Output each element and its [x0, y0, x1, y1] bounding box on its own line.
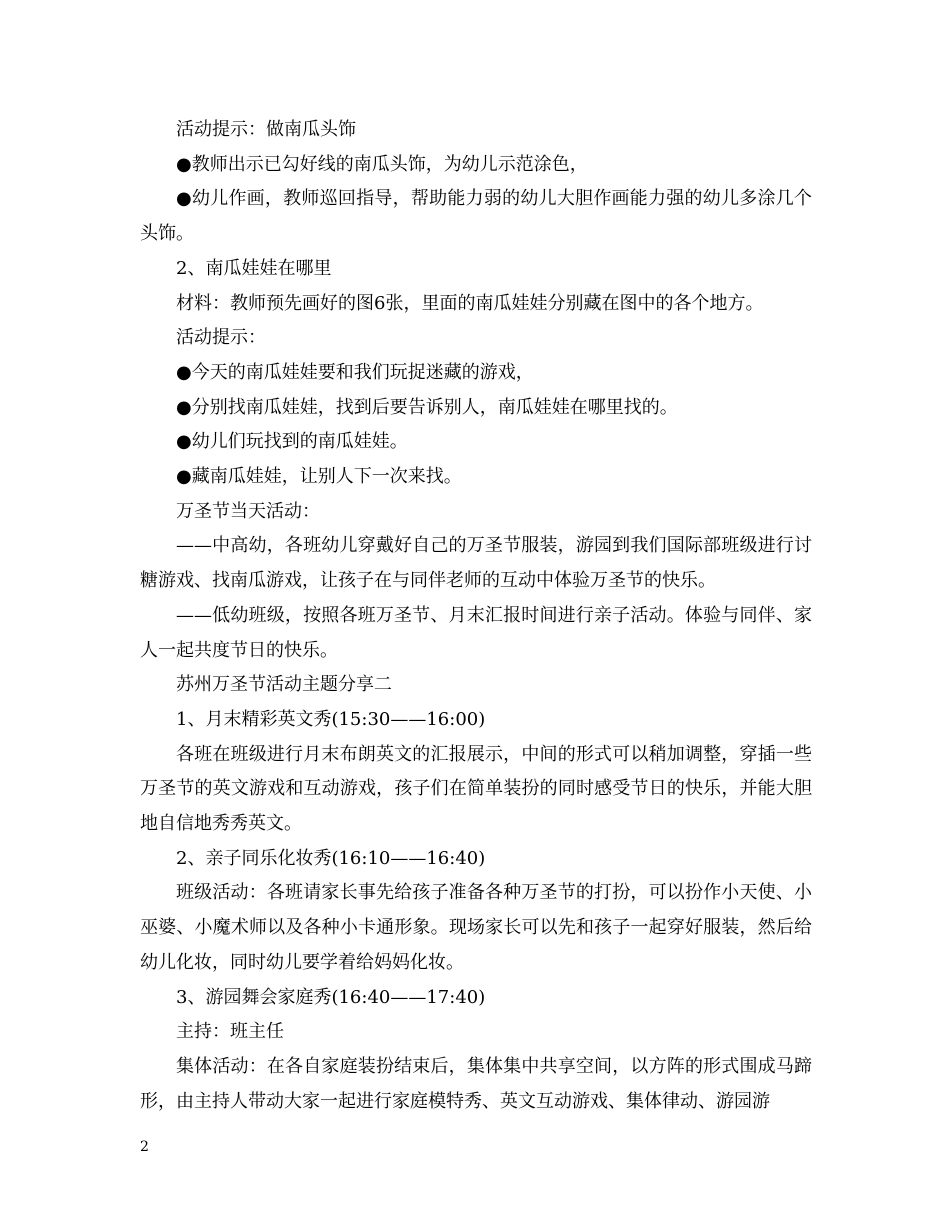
paragraph-teacher-demo: ●教师出示已勾好线的南瓜头饰，为幼儿示范涂色， — [176, 153, 588, 175]
paragraph-english-show-details: 各班在班级进行月末布朗英文的汇报展示，中间的形式可以稍加调整，穿插一些万圣节的英文游戏和互动游戏，孩子们在简单装扮的同时感受节日的快乐，并能大胆地自信地秀秀英文。 — [140, 743, 812, 835]
paragraph-activity-tip-headwear: 活动提示：做南瓜头饰 — [176, 119, 356, 140]
heading-english-show: 1、月末精彩英文秀(15:30——16:00) — [176, 708, 486, 730]
paragraph-find-doll: ●分别找南瓜娃娃，找到后要告诉别人，南瓜娃娃在哪里找的。 — [176, 396, 678, 418]
heading-halloween-day-activity: 万圣节当天活动： — [176, 500, 320, 522]
paragraph-senior-classes: ——中高幼，各班幼儿穿戴好自己的万圣节服装，游园到我们国际部班级进行讨糖游戏、找南瓜游戏，让孩子在与同伴老师的互动中体验万圣节的快乐。 — [140, 535, 812, 592]
paragraph-hide-doll: ●藏南瓜娃娃，让别人下一次来找。 — [176, 466, 462, 488]
paragraph-host: 主持：班主任 — [176, 1021, 284, 1043]
heading-makeup-show: 2、亲子同乐化妆秀(16:10——16:40) — [176, 847, 486, 869]
paragraph-junior-classes: ——低幼班级，按照各班万圣节、月末汇报时间进行亲子活动。体验与同伴、家人一起共度节日的快乐。 — [140, 604, 812, 661]
paragraph-materials: 材料：教师预先画好的图6张，里面的南瓜娃娃分别藏在图中的各个地方。 — [176, 292, 764, 314]
paragraph-children-drawing: ●幼儿作画，教师巡回指导，帮助能力弱的幼儿大胆作画能力强的幼儿多涂几个头饰。 — [140, 188, 812, 245]
paragraph-class-activity: 班级活动：各班请家长事先给孩子准备各种万圣节的打扮，可以扮作小天使、小巫婆、小魔术师以及各种小卡通形象。现场家长可以先和孩子一起穿好服装，然后给幼儿化妆，同时幼儿要学着给妈妈化妆。 — [140, 882, 812, 973]
paragraph-play-found-doll: ●幼儿们玩找到的南瓜娃娃。 — [176, 431, 408, 453]
heading-pumpkin-doll-where: 2、南瓜娃娃在哪里 — [176, 257, 332, 279]
paragraph-hide-and-seek: ●今天的南瓜娃娃要和我们玩捉迷藏的游戏， — [176, 361, 534, 383]
page-number: 2 — [140, 1139, 149, 1155]
heading-suzhou-theme-share-two: 苏州万圣节活动主题分享二 — [176, 674, 392, 696]
document-body — [140, 113, 812, 1119]
paragraph-group-activity: 集体活动：在各自家庭装扮结束后，集体集中共享空间，以方阵的形式围成马蹄形，由主持人带动大家一起进行家庭模特秀、英文互动游戏、集体律动、游园游 — [140, 1055, 812, 1112]
paragraph-activity-tip: 活动提示： — [176, 327, 266, 349]
heading-family-show: 3、游园舞会家庭秀(16:40——17:40) — [176, 986, 486, 1008]
